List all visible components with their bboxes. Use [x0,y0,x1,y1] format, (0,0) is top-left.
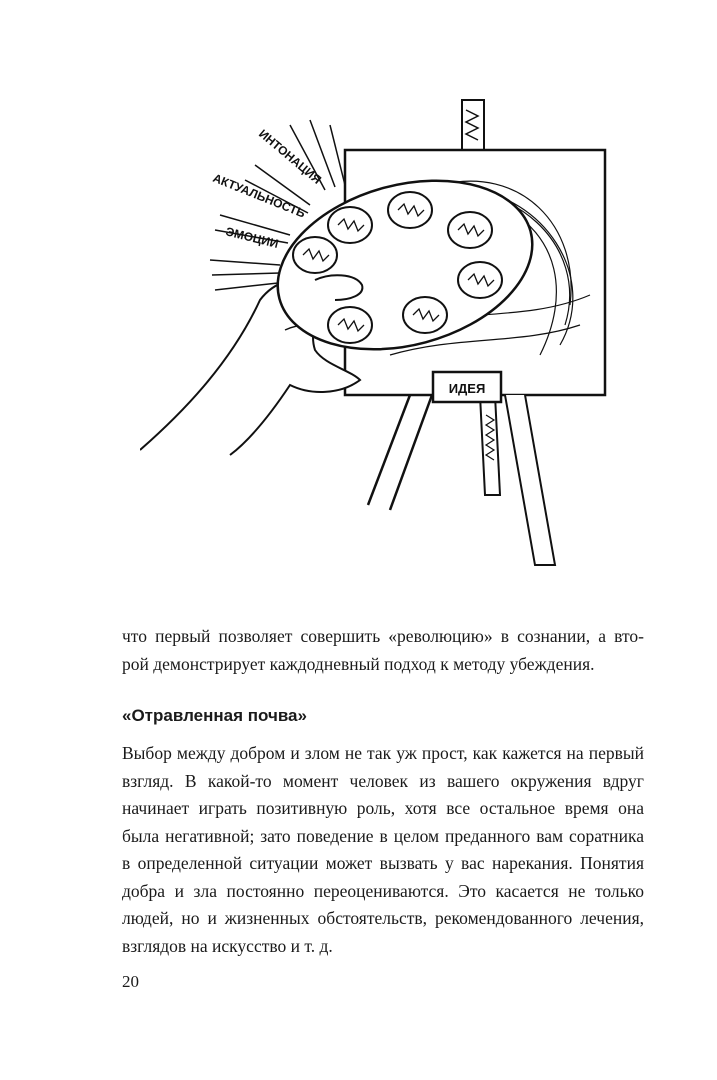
emotions-label: ЭМОЦИИ [224,224,280,251]
relevance-label: АКТУАЛЬНОСТЬ [210,170,308,221]
intonation-label: ИНТОНАЦИЯ [256,126,325,187]
palette-easel-illustration [140,95,620,575]
section-heading: «Отравленная почва» [122,706,307,725]
paragraph-line: рой демонстрирует каждодневный подход к методу убеждения. [122,654,595,674]
paragraph-body: Выбор между добром и злом не так уж прост, как кажется на первый взгляд. В какой-то момент человек из вашего окружения вдруг начинает играть позитивную роль, хотя все остальное время она была негативной; зато поведение в целом преданного вам соратника в определенной ситуации может вызвать у вас нарекания. Понятия добра и зла постоянно переоцениваются. Это касается не только людей, но и жизненных обстоятельств, рекомендованного лечения, взглядов на искусство и т. д. [122,743,644,956]
idea-label: ИДЕЯ [448,381,486,396]
page-number: 20 [122,972,139,991]
paragraph-line: что первый позволяет совершить «революцию» в сознании, а вто- [122,626,644,646]
paragraph-continuation [122,622,644,678]
